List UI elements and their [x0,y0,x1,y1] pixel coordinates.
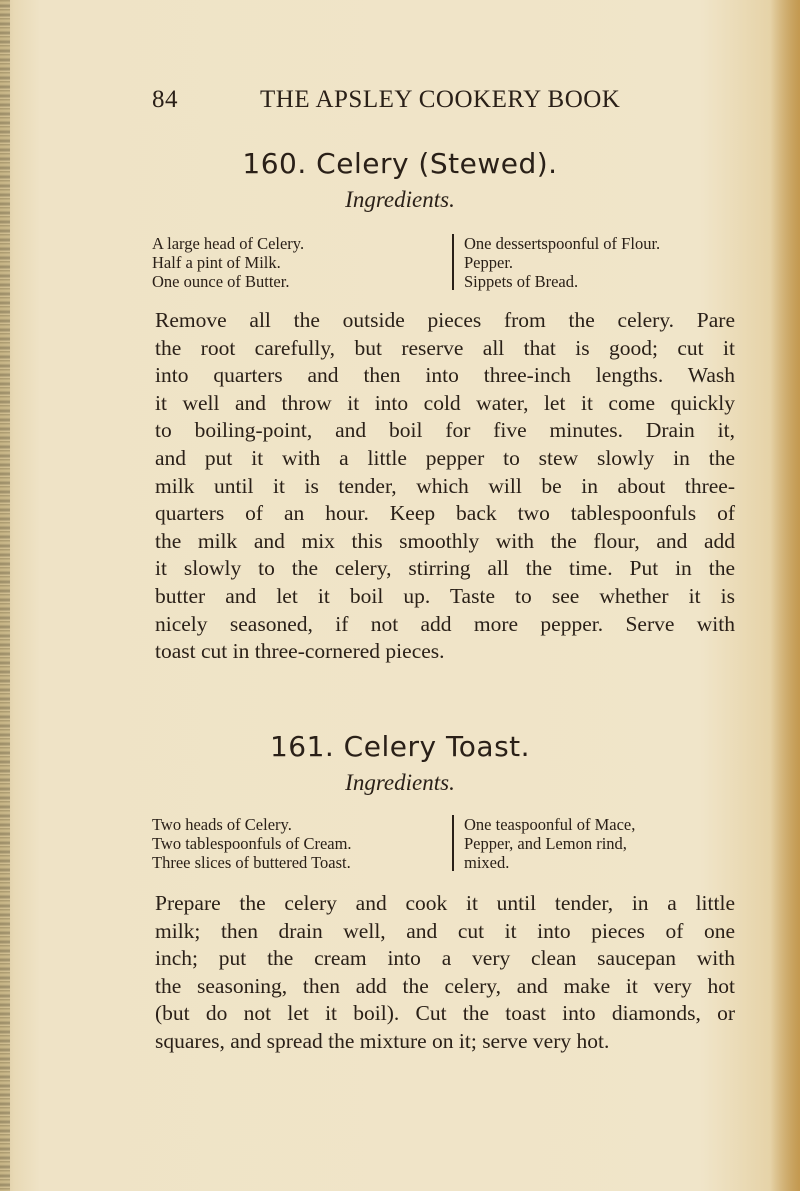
ingredient-item: A large head of Celery. [152,234,305,253]
recipe-title-160: 160. Celery (Stewed). [242,147,558,180]
ingredient-item: One ounce of Butter. [152,272,290,291]
ingredients-right-161 [464,815,635,872]
text-line: quarters of an hour. Keep back two tablespoonfuls of [155,501,735,526]
ingredient-item: Half a pint of Milk. [152,253,281,272]
text-line: Prepare the celery and cook it until tender, in a little [155,891,735,915]
text-line: milk; then drain well, and cut it into pieces of one [155,918,735,943]
text-line: milk until it is tender, which will be in about three- [155,473,735,498]
text-line: into quarters and then into three-inch lengths. Wash [155,363,735,388]
method-text-161 [155,890,735,1056]
ingredients-divider-161 [452,815,454,871]
ingredient-item: Pepper. [464,253,514,272]
ingredients-left-160 [152,234,304,291]
ingredients-heading-160: Ingredients. [345,187,455,212]
ingredients-left-161 [152,815,352,872]
book-title: THE APSLEY COOKERY BOOK [260,86,621,113]
ingredients-divider-160 [452,234,454,290]
text-line: butter and let it boil up. Taste to see whether it is [155,583,735,608]
text-line: toast cut in three-cornered pieces. [155,639,445,664]
text-line: the root carefully, but reserve all that is good; cut it [155,335,735,360]
ingredient-item: One dessertspoonful of Flour. [464,234,661,253]
ingredient-item: mixed. [464,853,510,872]
text-line: Remove all the outside pieces from the celery. Pare [155,308,735,332]
ingredients-right-160 [464,234,660,291]
ingredient-item: One teaspoonful of Mace, [464,815,636,834]
text-line: the milk and mix this smoothly with the flour, and add [155,528,735,553]
text-line: to boiling-point, and boil for five minutes. Drain it, [155,418,735,443]
text-line: it slowly to the celery, stirring all the time. Put in the [155,556,735,581]
text-line: nicely seasoned, if not add more pepper. Serve with [155,611,735,636]
ingredient-item: Two tablespoonfuls of Cream. [152,834,352,853]
text-line: squares, and spread the mixture on it; serve very hot. [155,1028,610,1053]
recipe-title-161: 161. Celery Toast. [269,730,531,763]
text-line: the seasoning, then add the celery, and make it very hot [155,973,735,998]
ingredient-item: Three slices of buttered Toast. [152,853,351,872]
page-number: 84 [152,86,178,113]
ingredient-item: Sippets of Bread. [464,272,579,291]
text-line: it well and throw it into cold water, let it come quickly [155,390,735,415]
text-line: (but do not let it boil). Cut the toast into diamonds, or [155,1001,735,1026]
ingredient-item: Two heads of Celery. [152,815,292,834]
ingredient-item: Pepper, and Lemon rind, [464,834,627,853]
text-line: inch; put the cream into a very clean saucepan with [155,946,735,971]
ingredients-heading-161: Ingredients. [345,770,455,795]
text-line: and put it with a little pepper to stew slowly in the [155,445,735,470]
method-text-160 [155,307,735,666]
